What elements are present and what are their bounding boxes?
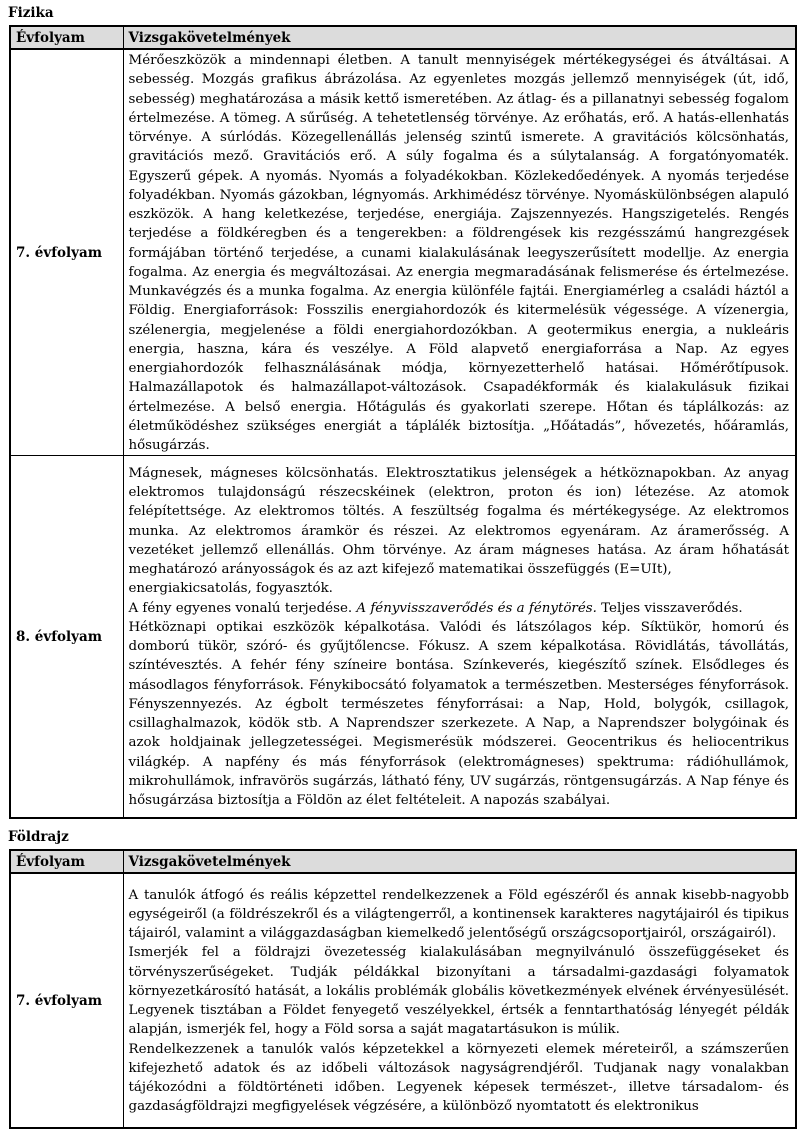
requirements-paragraph: Rendelkezzenek a tanulók valós képzetekkel a környezeti elemek méreteiről, a számszerűen kifejezhető adatok és az időbeli változások nagyságrendjéről. Tudjanak nagy vonalakban tájékozódni a földtörténeti időben. Legyenek képesek természet-, illetve társadalom- és gazdaságföldrajzi megfigyelések végzésére, a különböző nyomtatott és elektronikus	[128, 1041, 789, 1115]
text-span: Teljes visszaverődés.	[596, 600, 743, 616]
column-header-grade: Évfolyam	[10, 850, 123, 873]
table-row	[10, 873, 796, 1128]
text-span: A fény egyenes vonalú terjedése.	[128, 600, 357, 616]
column-header-requirements: Vizsgakövetelmények	[123, 850, 796, 873]
requirements-text	[123, 873, 796, 1128]
fizika-table	[9, 25, 797, 819]
grade-label: 7. évfolyam	[10, 873, 123, 1128]
section-title-foldrajz: Földrajz	[8, 829, 69, 845]
column-header-requirements: Vizsgakövetelmények	[123, 26, 796, 49]
requirements-paragraph	[129, 599, 790, 618]
requirements-paragraph: Hétköznapi optikai eszközök képalkotása. Valódi és látszólagos kép. Síktükör, homorú és domború tükör, szóró- és gyűjtőlencse. Fókusz. A szem képalkotása. Rövidlátás, távollátás, színtévesztés. A fehér fény színeire bontása. Színkeverés, kiegészítő színek. Elsődleges és másodlagos fényforrások. Fénykibocsátó folyamatok a természetben. Mesterséges fényforrások. Fényszennyezés. Az égbolt természetes fényforrásai: a Nap, Hold, bolygók, csillagok, csillaghalmazok, ködök stb. A Naprendszer szerkezete. A Nap, a Naprendszer bolygóinak és azok holdjainak jellegzetességei. Megismerésük módszerei. Geocentrikus és heliocentrikus világkép. A napfény és más fényforrások (elektromágneses) spektruma: rádióhullámok, mikrohullámok, infravörös sugárzás, látható fény, UV sugárzás, röntgensugárzás. A Nap fénye és hősugárzása biztosítja a Földön az élet feltételeit. A napozás szabályai.	[128, 619, 789, 808]
table-row	[10, 456, 796, 818]
section-title-fizika: Fizika	[8, 5, 54, 21]
foldrajz-table	[9, 849, 797, 1129]
column-header-grade: Évfolyam	[10, 26, 123, 49]
table-row	[10, 49, 796, 456]
requirements-paragraph: Ismerjék fel a földrajzi övezetesség kialakulásában megnyilvánuló összefüggéseket és törvényszerűségeket. Tudják példákkal bizonyítani a társadalmi-gazdasági folyamatok környezetkárosító hatását, a lokális problémák globális következmények elvének érvényesülését. Legyenek tisztában a Földet fenyegető veszélyekkel, értsék a fenntarthatóság lényegét példák alapján, ismerjék fel, hogy a Föld sorsa a saját magatartásukon is múlik.	[128, 945, 789, 1038]
requirements-text	[123, 49, 796, 456]
requirements-paragraph: energiakicsatolás, fogyasztók.	[128, 581, 333, 597]
italic-text: A fényvisszaverődés és a fénytörés.	[356, 600, 597, 616]
table-header-row	[10, 26, 796, 49]
requirements-paragraph: A tanulók átfogó és reális képzettel rendelkezzenek a Föld egészéről és annak kisebb-nagyobb egységeiről (a földrészekről és a világtengerről, a kontinensek karakteres nagytájairól és tipikus tájairól, valamint a világgazdaságban kiemelkedő jelentőségű országcsoportjairól, országairól).	[128, 887, 789, 941]
grade-label: 7. évfolyam	[10, 49, 123, 456]
requirements-paragraph: Mérőeszközök a mindennapi életben. A tanult mennyiségek mértékegységei és átváltásai. A sebesség. Mozgás grafikus ábrázolása. Az egyenletes mozgás jellemző mennyiségek (út, idő, sebesség) meghatározása a másik kettő ismeretében. Az átlag- és a pillanatnyi sebesség fogalom értelmezése. A tömeg. A sűrűség. A tehetetlenség törvénye. Az erőhatás, erő. A hatás-ellenhatás törvénye. A súrlódás. Közegellenállás jelenség szintű ismerete. A gravitációs kölcsönhatás, gravitációs mező. Gravitációs erő. A súly fogalma és a súlytalanság. A forgatónyomaték. Egyszerű gépek. A nyomás. Nyomás a folyadékokban. Közlekedőedények. A nyomás terjedése folyadékban. Nyomás gázokban, légnyomás. Arkhimédész törvénye. Nyomáskülönbségen alapuló eszközök. A hang keletkezése, terjedése, energiája. Zajszennyezés. Hangszigetelés. Rengés terjedése a földkéregben és a tengerekben: a földrengések kis rezgésszámú hangrezgések formájában történő terjedése, a cunami kialakulásának leegyszerűsített modellje. Az energia fogalma. Az energia és megváltozásai. Az energia megmaradásának felismerése és értelmezése. Munkavégzés és a munka fogalma. Az energia különféle fajtái. Energiamérleg a családi háztól a Földig. Energiaforrások: Fosszilis energiahordozók és kitermelésük végessége. A vízenergia, szélenergia, megjelenése a földi energiahordozókban. A geotermikus energia, a nukleáris energia, haszna, kára és veszélye. A Föld alapvető energiaforrása a Nap. Az egyes energiahordozók felhasználásának módja, környezetterhelő hatásai. Hőmérőtípusok. Halmazállapotok és halmazállapot-változások. Csapadékformák és kialakulásuk fizikai értelmezése. A belső energia. Hőtágulás és gyakorlati szerepe. Hőtan és táplálkozás: az életműködéshez szükséges energiát a táplálék biztosítja. „Hőátadás”, hővezetés, hőáramlás, hősugárzás.	[128, 53, 789, 453]
grade-label: 8. évfolyam	[10, 456, 123, 818]
table-header-row	[10, 850, 796, 873]
requirements-text	[123, 456, 796, 818]
requirements-paragraph: Mágnesek, mágneses kölcsönhatás. Elektrosztatikus jelenségek a hétköznapokban. Az anyag elektromos tulajdonságú részecskéinek (elektron, proton és ion) létezése. Az atomok felépítettsége. Az elektromos töltés. A feszültség fogalma és mértékegysége. Az elektromos munka. Az elektromos áramkör és részei. Az elektromos egyenáram. Az áramerősség. A vezetéket jellemző ellenállás. Ohm törvénye. Az áram mágneses hatása. Az áram hőhatását meghatározó arányosságok és az azt kifejező matematikai összefüggés (E=UIt),	[128, 465, 789, 577]
